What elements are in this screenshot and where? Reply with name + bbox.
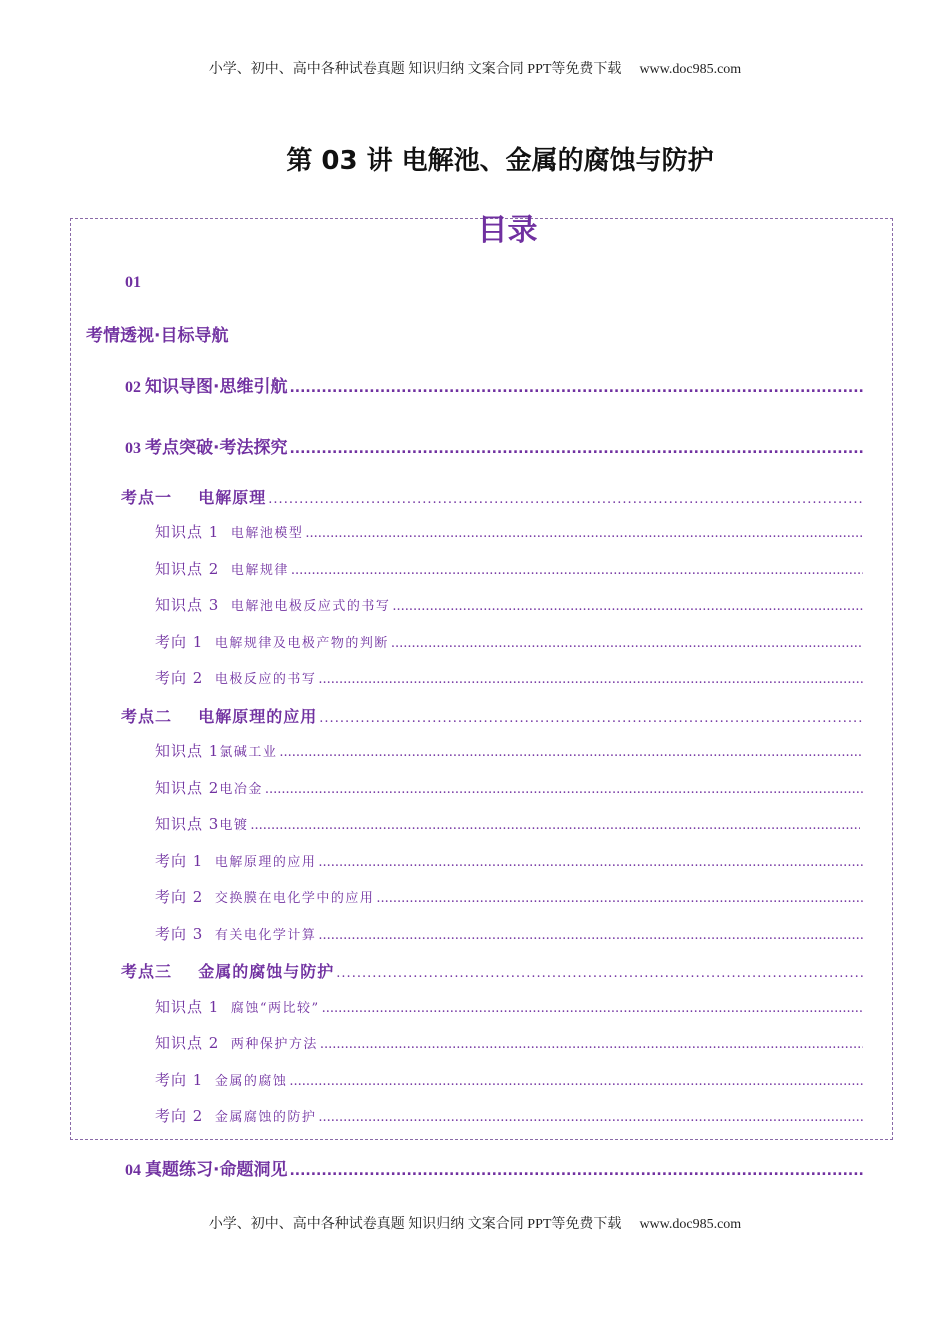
toc-item-text: 交换膜在电化学中的应用 bbox=[214, 891, 375, 906]
toc-section-02-label: 知识导图·思维引航 bbox=[145, 377, 288, 397]
toc-kaodian-3[interactable] bbox=[121, 959, 863, 982]
leader-dots bbox=[279, 745, 863, 760]
document-title: 第 03 讲 电解池、金属的腐蚀与防护 bbox=[286, 146, 714, 176]
leader-dots bbox=[318, 855, 863, 870]
leader-dots bbox=[265, 782, 863, 797]
leader-dots bbox=[376, 891, 863, 906]
toc-item-prefix: 知识点 3 bbox=[155, 596, 220, 614]
toc-section-03-number: 03 bbox=[125, 440, 141, 457]
leader-dots bbox=[250, 818, 860, 833]
header-text: 小学、初中、高中各种试卷真题 知识归纳 文案合同 PPT等免费下载 bbox=[208, 62, 622, 77]
toc-item[interactable] bbox=[155, 631, 863, 652]
toc-item-prefix: 考向 3 bbox=[155, 925, 204, 943]
header-site[interactable]: www.doc985.com bbox=[639, 62, 742, 77]
toc-item-text: 电镀 bbox=[219, 818, 249, 833]
page-footer bbox=[0, 1213, 950, 1233]
toc-item-text: 电冶金 bbox=[219, 782, 263, 797]
toc-section-04[interactable] bbox=[125, 1155, 863, 1180]
toc-item-prefix: 知识点 1 bbox=[155, 742, 220, 760]
toc-item-text: 氯碱工业 bbox=[219, 745, 278, 760]
toc-item[interactable] bbox=[155, 850, 863, 871]
leader-dots bbox=[291, 563, 863, 578]
toc-item-prefix: 考向 1 bbox=[155, 633, 204, 651]
toc-section-01-number[interactable]: 01 bbox=[125, 274, 141, 291]
toc-item-text: 金属腐蚀的防护 bbox=[214, 1110, 317, 1125]
toc-item[interactable] bbox=[155, 813, 860, 834]
toc-item-text: 腐蚀“两比较” bbox=[230, 1001, 320, 1016]
leader-dots bbox=[305, 526, 863, 541]
leader-dots bbox=[322, 1001, 863, 1016]
leader-dots bbox=[289, 441, 863, 457]
toc-kaodian-1[interactable] bbox=[121, 485, 863, 508]
toc-item[interactable] bbox=[155, 996, 863, 1017]
toc-item-text: 电解原理的应用 bbox=[214, 855, 317, 870]
toc-item-text: 电解池模型 bbox=[230, 526, 304, 541]
toc-heading: 目录 bbox=[477, 213, 538, 248]
toc-item[interactable] bbox=[155, 521, 863, 542]
toc-item-prefix: 考向 1 bbox=[155, 852, 204, 870]
leader-dots bbox=[320, 1037, 863, 1052]
toc-item-text: 电极反应的书写 bbox=[214, 672, 317, 687]
toc-item[interactable] bbox=[155, 1032, 863, 1053]
toc-item[interactable] bbox=[155, 1069, 863, 1090]
leader-dots bbox=[319, 711, 863, 726]
toc-item[interactable] bbox=[155, 886, 863, 907]
toc-section-02[interactable] bbox=[125, 372, 863, 397]
page-header bbox=[0, 58, 950, 78]
toc-section-02-number: 02 bbox=[125, 379, 141, 396]
toc-item-prefix: 知识点 2 bbox=[155, 1034, 220, 1052]
toc-section-03[interactable] bbox=[125, 433, 863, 458]
toc-item-text: 电解池电极反应式的书写 bbox=[230, 599, 391, 614]
leader-dots bbox=[289, 1074, 863, 1089]
toc-section-03-label: 考点突破·考法探究 bbox=[145, 438, 288, 458]
leader-dots bbox=[318, 672, 863, 687]
toc-item-prefix: 考向 2 bbox=[155, 1107, 204, 1125]
toc-item[interactable] bbox=[155, 923, 863, 944]
toc-item-prefix: 考向 1 bbox=[155, 1071, 204, 1089]
toc-kaodian-3-label: 考点三 金属的腐蚀与防护 bbox=[121, 962, 335, 981]
leader-dots bbox=[289, 1163, 863, 1179]
toc-item-prefix: 知识点 2 bbox=[155, 560, 220, 578]
toc-item[interactable] bbox=[155, 777, 863, 798]
toc-item-prefix: 知识点 3 bbox=[155, 815, 220, 833]
toc-item-text: 两种保护方法 bbox=[230, 1037, 318, 1052]
toc-item-text: 电解规律及电极产物的判断 bbox=[214, 636, 389, 651]
toc-item[interactable] bbox=[155, 1105, 863, 1126]
toc-item[interactable] bbox=[155, 667, 863, 688]
toc-section-04-label: 真题练习·命题洞见 bbox=[145, 1160, 288, 1180]
toc-item-text: 金属的腐蚀 bbox=[214, 1074, 288, 1089]
leader-dots bbox=[392, 599, 863, 614]
toc-item-prefix: 考向 2 bbox=[155, 888, 204, 906]
leader-dots bbox=[336, 966, 863, 981]
toc-item-prefix: 知识点 1 bbox=[155, 523, 220, 541]
toc-section-01-label[interactable]: 考情透视·目标导航 bbox=[86, 326, 229, 346]
toc-kaodian-2[interactable] bbox=[121, 704, 863, 727]
footer-site[interactable]: www.doc985.com bbox=[639, 1217, 742, 1232]
leader-dots bbox=[318, 1110, 863, 1125]
toc-item-text: 电解规律 bbox=[230, 563, 289, 578]
leader-dots bbox=[289, 380, 863, 396]
toc-item[interactable] bbox=[155, 594, 863, 615]
leader-dots bbox=[318, 928, 863, 943]
leader-dots bbox=[268, 492, 863, 507]
toc-item-prefix: 考向 2 bbox=[155, 669, 204, 687]
leader-dots bbox=[391, 636, 863, 651]
toc-item-text: 有关电化学计算 bbox=[214, 928, 317, 943]
toc-item[interactable] bbox=[155, 740, 863, 761]
toc-item-prefix: 知识点 1 bbox=[155, 998, 220, 1016]
toc-item-prefix: 知识点 2 bbox=[155, 779, 220, 797]
toc-kaodian-2-label: 考点二 电解原理的应用 bbox=[121, 707, 318, 726]
toc-section-04-number: 04 bbox=[125, 1162, 141, 1179]
footer-text: 小学、初中、高中各种试卷真题 知识归纳 文案合同 PPT等免费下载 bbox=[208, 1217, 622, 1232]
toc-kaodian-1-label: 考点一 电解原理 bbox=[121, 488, 267, 507]
toc-item[interactable] bbox=[155, 558, 863, 579]
